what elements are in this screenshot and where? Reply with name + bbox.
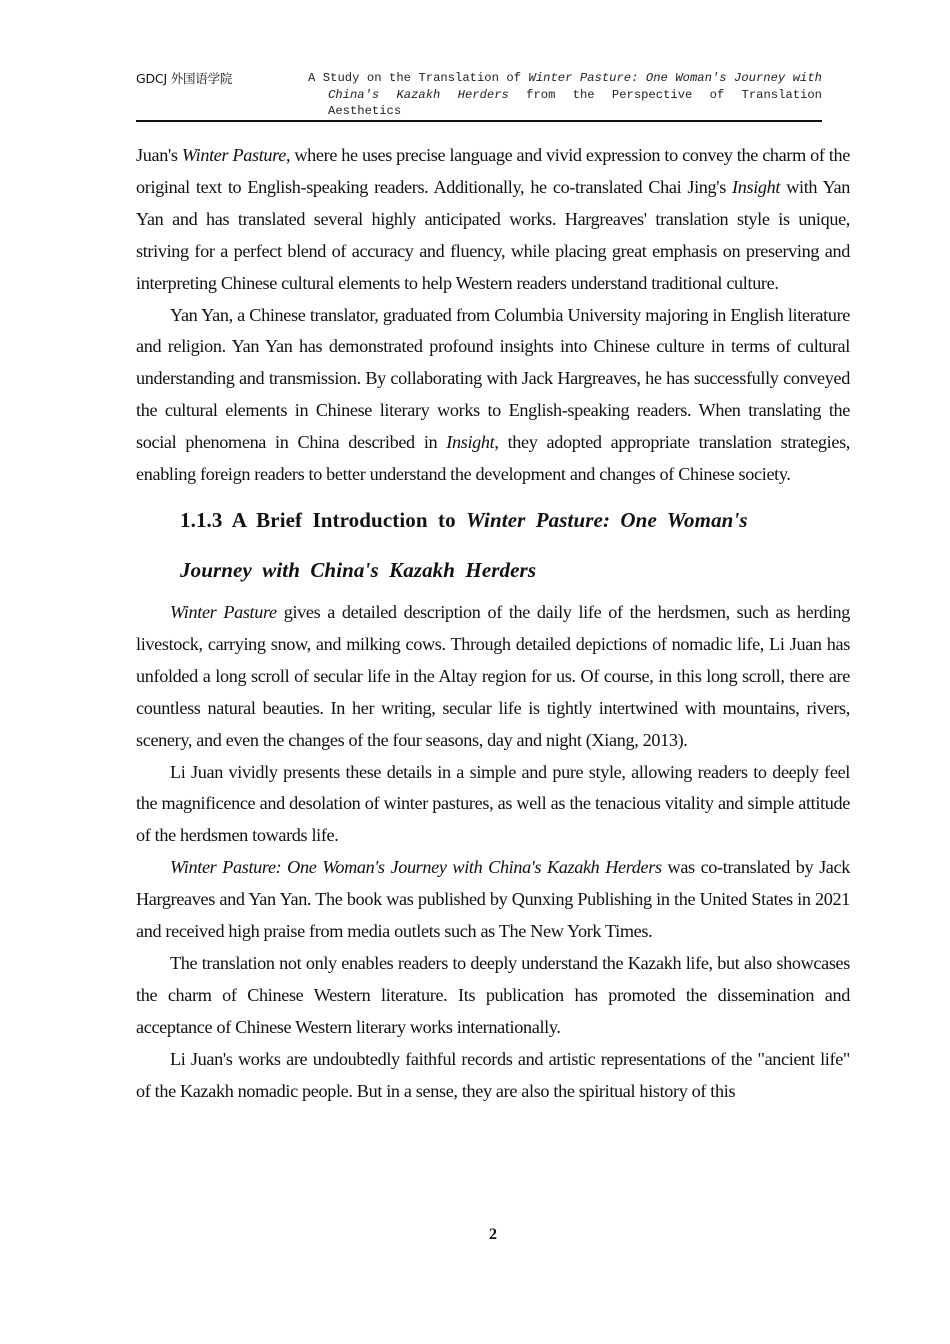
document-body [136, 140, 850, 1107]
italic-title: Insight [732, 176, 781, 197]
paragraph-p5 [136, 852, 850, 948]
section-heading-line-1 [180, 495, 850, 545]
section-heading-title-italic-1: Winter Pasture: One Woman's [466, 507, 748, 532]
header-institution: GDCJ 外国语学院 [136, 71, 233, 86]
paragraphs-after-heading [136, 597, 850, 1108]
text-run: Li Juan's works are undoubtedly faithful records and artistic representations of the "ancient life" of the Kazakh nomadic people. But in a sense, they are also the spiritual history of this [136, 1048, 850, 1101]
paragraph-p6 [136, 948, 850, 1044]
text-run: was co-translated by Jack Hargreaves and Yan Yan. The book was published by Qunxing Publishing in the United States in 2021 and received high praise from media outlets such as The New York Times. [136, 857, 850, 942]
text-run: Juan's [136, 145, 182, 165]
italic-title: Insight [446, 432, 495, 453]
text-run: , where he uses precise language and vivid expression to convey the charm of the original text to English-speaking readers. Additionally, he co-translated Chai Jing's [136, 145, 850, 197]
section-heading-prefix: A Brief Introduction to [231, 507, 467, 532]
header-title-prefix: A Study on the Translation of [308, 71, 529, 85]
paragraph-p1 [136, 140, 850, 300]
page-header [136, 68, 822, 122]
text-run: Yan Yan, a Chinese translator, graduated from Columbia University majoring in English literature and religion. Yan Yan has demonstrated profound insights into Chinese culture in terms of cultural understanding and transmission. By collaborating with Jack Hargreaves, he has successfully conveyed the cultural elements in Chinese literary works to English-speaking readers. When translating the social phenomena in China described in [136, 304, 850, 453]
header-thesis-title [308, 70, 822, 120]
page-number: 2 [489, 1226, 497, 1243]
header-title-suffix: from the Perspective of Translation Aesthetics [328, 87, 822, 118]
paragraph-p7 [136, 1044, 850, 1108]
paragraph-p4 [136, 757, 850, 853]
italic-title: Winter Pasture [181, 145, 286, 165]
italic-title: Winter Pasture: One Woman's Journey with China's Kazakh Herders [170, 857, 662, 878]
section-heading [136, 495, 850, 595]
header-title-italic: Winter Pasture: One Woman's Journey with China's Kazakh Herders [328, 71, 822, 102]
paragraphs-before-heading [136, 140, 850, 491]
text-run: gives a detailed description of the daily life of the herdsmen, such as herding livestock, carrying snow, and milking cows. Through detailed depictions of nomadic life, Li Juan has unfolded a long scroll of secular life in the Altay region for us. Of course, in this long scroll, there are countless natural beauties. In her writing, secular life is tightly intertwined with mountains, rivers, scenery, and even the changes of the four seasons, day and night (Xiang, 2013). [136, 601, 851, 750]
italic-title: Winter Pasture [170, 601, 277, 622]
section-heading-title-italic-2: Journey with China's Kazakh Herders [180, 557, 537, 582]
section-heading-line-2 [180, 545, 850, 595]
paragraph-p3 [136, 597, 850, 757]
text-run: with Yan Yan and has translated several highly anticipated works. Hargreaves' translation style is unique, striving for a perfect blend of accuracy and fluency, while placing great emphasis on preserving and interpreting Chinese cultural elements to help Western readers understand traditional culture. [136, 176, 850, 293]
section-number: 1.1.3 [180, 507, 223, 532]
text-run: The translation not only enables readers to deeply understand the Kazakh life, but also showcases the charm of Chinese Western literature. Its publication has promoted the dissemination and acceptance of Chinese Western literary works internationally. [136, 952, 850, 1037]
text-run: Li Juan vividly presents these details in a simple and pure style, allowing readers to deeply feel the magnificence and desolation of winter pastures, as well as the tenacious vitality and simple attitude of the herdsmen towards life. [136, 761, 850, 846]
text-run: , they adopted appropriate translation strategies, enabling foreign readers to better understand the development and changes of Chinese society. [136, 432, 851, 485]
paragraph-p2 [136, 300, 850, 491]
